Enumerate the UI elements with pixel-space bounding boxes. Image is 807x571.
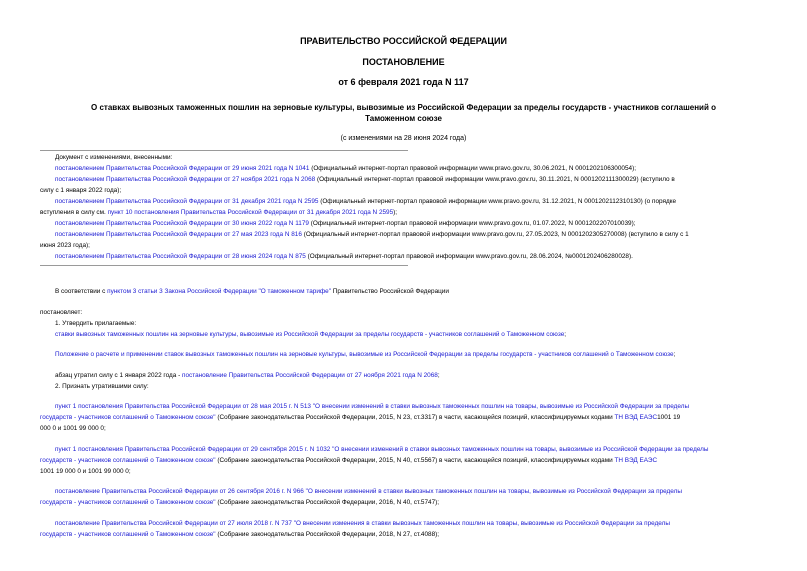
document-title-line-1: О ставках вывозных таможенных пошлин на зерновые культуры, вывозимые из Российской Федерации за пределы государств - участников соглашений о bbox=[91, 103, 716, 112]
change-item-continuation: июня 2023 года); bbox=[40, 242, 90, 249]
tn-ved-link[interactable]: ТН ВЭД ЕАЭС bbox=[614, 457, 658, 464]
change-link[interactable]: пункт 10 постановления Правительства Российской Федерации от 31 декабря 2021 года N 2595 bbox=[107, 209, 394, 216]
repealed-act-link[interactable]: государств - участников соглашений о Таможенном союзе" bbox=[40, 457, 216, 464]
repeal-link[interactable]: постановление Правительства Российской Федерации от 27 ноября 2021 года N 2068 bbox=[182, 372, 438, 379]
change-item: постановлением Правительства Российской Федерации от 27 мая 2023 года N 816 (Официальный интернет-портал правовой информации www.pravo.gov.ru, 27.05.2023, N 0001202305270008) (вступило в силу с 1 bbox=[55, 231, 689, 238]
repealed-act-link[interactable]: государств - участников соглашений о Таможенном союзе" bbox=[40, 531, 216, 538]
approved-regulation-item: Положение о расчете и применении ставок вывозных таможенных пошлин на зерновые культуры, вывозимые из Российской Федерации за пределы государств - участников соглашений о Таможенном союзе; bbox=[55, 351, 676, 358]
law-link[interactable]: пунктом 3 статьи 3 Закона Российской Федерации "О таможенном тарифе" bbox=[107, 288, 331, 295]
change-item: постановлением Правительства Российской Федерации от 29 июня 2021 года N 1041 (Официальный интернет-портал правовой информации www.pravo.gov.ru, 30.06.2021, N 0001202106300054); bbox=[55, 165, 636, 172]
change-item: постановлением Правительства Российской Федерации от 31 декабря 2021 года N 2595 (Официальный интернет-портал правовой информации www.pravo.gov.ru, 31.12.2021, N 0001202112310130) (о порядке bbox=[55, 198, 677, 205]
rates-link[interactable]: ставки вывозных таможенных пошлин на зерновые культуры, вывозимые из Российской Федерации за пределы государств - участников соглашений о Таможенном союзе bbox=[55, 331, 565, 338]
repealed-item-continuation: 000 0 и 1001 99 000 0; bbox=[40, 425, 106, 432]
change-link[interactable]: постановлением Правительства Российской Федерации от 28 июня 2024 года N 875 bbox=[55, 253, 306, 260]
change-item: постановлением Правительства Российской Федерации от 27 ноября 2021 года N 2068 (Официальный интернет-портал правовой информации www.pravo.gov.ru, 30.11.2021, N 0001202111300029) (вступило в bbox=[55, 176, 675, 183]
repealed-act-link[interactable]: пункт 1 постановления Правительства Российской Федерации от 28 мая 2015 г. N 513 "О внесении изменений в ставки вывозных таможенных пошлин на товары, вывозимые из Российской Федерации за пределы bbox=[55, 403, 690, 410]
repealed-item bbox=[55, 518, 670, 529]
repealed-paragraph: абзац утратил силу с 1 января 2022 года - постановление Правительства Российской Федерации от 27 ноября 2021 года N 2068; bbox=[55, 372, 440, 379]
repealed-item-continuation: государств - участников соглашений о Таможенном союзе" (Собрание законодательства Российской Федерации, 2018, N 27, ст.4088); bbox=[40, 531, 440, 538]
repealed-item bbox=[55, 401, 689, 412]
item-1-heading: 1. Утвердить прилагаемые: bbox=[55, 320, 137, 327]
change-item-continuation: силу с 1 января 2022 года); bbox=[40, 187, 122, 194]
change-link[interactable]: постановлением Правительства Российской Федерации от 30 июня 2022 года N 1179 bbox=[55, 220, 309, 227]
preamble: В соответствии с пунктом 3 статьи 3 Закона Российской Федерации "О таможенном тарифе" Правительство Российской Федерации bbox=[55, 288, 449, 295]
item-2-heading: 2. Признать утратившими силу: bbox=[55, 383, 149, 390]
changes-intro: Документ с изменениями, внесенными: bbox=[55, 154, 173, 161]
repealed-act-link[interactable]: государств - участников соглашений о Таможенном союзе" bbox=[40, 414, 216, 421]
regulation-link[interactable]: Положение о расчете и применении ставок вывозных таможенных пошлин на зерновые культуры, вывозимые из Российской Федерации за пределы государств - участников соглашений о Таможенном союзе bbox=[55, 351, 674, 358]
document-type: ПОСТАНОВЛЕНИЕ bbox=[362, 57, 445, 67]
repealed-item bbox=[55, 486, 682, 497]
revision-note: (с изменениями на 28 июня 2024 года) bbox=[340, 135, 467, 142]
change-link[interactable]: постановлением Правительства Российской Федерации от 29 июня 2021 года N 1041 bbox=[55, 165, 310, 172]
change-item: постановлением Правительства Российской Федерации от 28 июня 2024 года N 875 (Официальный интернет-портал правовой информации www.pravo.gov.ru, 28.06.2024, №0001202406280028). bbox=[55, 253, 633, 260]
repealed-item bbox=[55, 444, 709, 455]
change-link[interactable]: постановлением Правительства Российской Федерации от 27 ноября 2021 года N 2068 bbox=[55, 176, 316, 183]
repealed-item-continuation: государств - участников соглашений о Таможенном союзе" (Собрание законодательства Российской Федерации, 2015, N 23, ст.3317) в части, касающейся позиций, классифицируемых кодами ТН ВЭД ЕАЭС1001 19 bbox=[40, 414, 681, 421]
approved-rates-item: ставки вывозных таможенных пошлин на зерновые культуры, вывозимые из Российской Федерации за пределы государств - участников соглашений о Таможенном союзе; bbox=[55, 331, 567, 338]
repealed-item-continuation: государств - участников соглашений о Таможенном союзе" (Собрание законодательства Российской Федерации, 2016, N 40, ст.5747); bbox=[40, 499, 440, 506]
repealed-act-link[interactable]: постановление Правительства Российской Федерации от 27 июля 2018 г. N 737 "О внесении изменения в ставки вывозных таможенных пошлин на товары, вывозимые из Российской Федерации за пределы bbox=[55, 520, 670, 527]
repealed-item-continuation: 1001 19 000 0 и 1001 99 000 0; bbox=[40, 468, 131, 475]
document-date: от 6 февраля 2021 года N 117 bbox=[338, 77, 469, 87]
changes-bottom-divider bbox=[40, 265, 408, 266]
repealed-act-link[interactable]: государств - участников соглашений о Таможенном союзе" bbox=[40, 499, 216, 506]
document-title-line-2: Таможенном союзе bbox=[365, 114, 442, 123]
decides-label: постановляет: bbox=[40, 309, 83, 316]
repealed-item-continuation: государств - участников соглашений о Таможенном союзе" (Собрание законодательства Российской Федерации, 2015, N 40, ст.5567) в части, касающейся позиций, классифицируемых кодами ТН ВЭД ЕАЭС bbox=[40, 457, 658, 464]
government-title: ПРАВИТЕЛЬСТВО РОССИЙСКОЙ ФЕДЕРАЦИИ bbox=[300, 36, 507, 46]
change-item: постановлением Правительства Российской Федерации от 30 июня 2022 года N 1179 (Официальный интернет-портал правовой информации www.pravo.gov.ru, 01.07.2022, N 0001202207010039); bbox=[55, 220, 636, 227]
changes-top-divider bbox=[40, 150, 408, 151]
repealed-act-link[interactable]: постановление Правительства Российской Федерации от 26 сентября 2016 г. N 966 "О внесении изменений в ставки вывозных таможенных пошлин на товары, вывозимые из Российской Федерации за пределы bbox=[55, 488, 682, 495]
tn-ved-link[interactable]: ТН ВЭД ЕАЭС bbox=[614, 414, 658, 421]
repealed-act-link[interactable]: пункт 1 постановления Правительства Российской Федерации от 29 сентября 2015 г. N 1032 "О внесении изменений в ставки вывозных таможенных пошлин на товары, вывозимые из Российской Федерации за пределы bbox=[55, 446, 709, 453]
change-link[interactable]: постановлением Правительства Российской Федерации от 31 декабря 2021 года N 2595 bbox=[55, 198, 319, 205]
change-link[interactable]: постановлением Правительства Российской Федерации от 27 мая 2023 года N 816 bbox=[55, 231, 302, 238]
change-item-continuation: вступления в силу см. пункт 10 постановления Правительства Российской Федерации от 31 декабря 2021 года N 2595); bbox=[40, 209, 398, 216]
